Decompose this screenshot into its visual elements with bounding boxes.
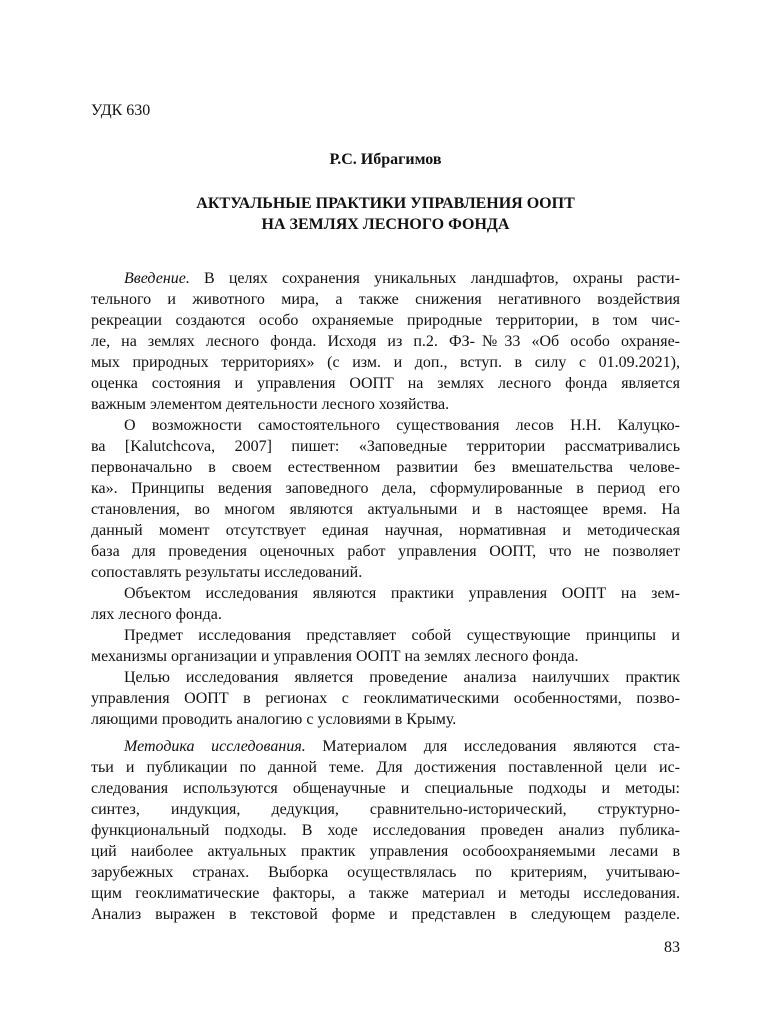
paragraph-line: Объектом исследования являются практики управления ООПТ на зем- <box>124 585 680 602</box>
section-introduction <box>91 268 680 730</box>
paragraph-line: лях лесного фонда. <box>91 606 222 623</box>
section-lead: Методика исследования. <box>124 738 306 755</box>
paragraph-line: ва [Kalutchcova, 2007] пишет: «Заповедные территории рассматривались <box>91 438 680 455</box>
paragraph-line: тьи и публикации по данной теме. Для достижения поставленной цели ис- <box>91 759 680 776</box>
line-text: Материалом для исследования являются ста- <box>305 738 681 755</box>
udk-code: УДК 630 <box>91 102 151 119</box>
paragraph-line <box>91 736 680 757</box>
paragraph-line: Анализ выражен в текстовой форме и представлен в следующем разделе. <box>91 906 680 923</box>
paragraph-line: зарубежных странах. Выборка осуществлялась по критериям, учитываю- <box>91 864 680 881</box>
paragraph-line: следования используются общенаучные и специальные подходы и методы: <box>91 780 680 797</box>
title-line: НА ЗЕМЛЯХ ЛЕСНОГО ФОНДА <box>261 216 510 233</box>
paragraph-line: тельного и животного мира, а также снижения негативного воздействия <box>91 291 680 308</box>
author-name: Р.С. Ибрагимов <box>329 151 442 168</box>
paragraph-line: ций наиболее актуальных практик управления особоохраняемыми лесами в <box>91 843 680 860</box>
paragraph-line: база для проведения оценочных работ управления ООПТ, что не позволяет <box>91 543 680 560</box>
paragraph-line: Предмет исследования представляет собой существующие принципы и <box>124 627 680 644</box>
paragraph-line: синтез, индукция, дедукция, сравнительно-исторический, структурно- <box>91 801 680 818</box>
paragraph-line: мых природных территориях» (с изм. и доп., вступ. в силу с 01.09.2021), <box>91 354 680 371</box>
paper-page <box>91 0 680 1024</box>
paragraph-line: ляющими проводить аналогию с условиями в Крыму. <box>91 711 457 728</box>
paragraph-line: первоначально в своем естественном развитии без вмешательства челове- <box>91 459 680 476</box>
article-title <box>91 194 680 236</box>
paragraph-line: рекреации создаются особо охраняемые природные территории, в том чис- <box>91 312 680 329</box>
title-line: АКТУАЛЬНЫЕ ПРАКТИКИ УПРАВЛЕНИЯ ООПТ <box>196 195 575 212</box>
paragraph-line: управления ООПТ в регионах с геоклиматическими особенностями, позво- <box>91 690 680 707</box>
paragraph-line: становления, во многом являются актуальными и в настоящее время. На <box>91 501 680 518</box>
paragraph-line: сопоставлять результаты исследований. <box>91 564 363 581</box>
paragraph-line: механизмы организации и управления ООПТ на землях лесного фонда. <box>91 648 579 665</box>
paragraph-line: оценка состояния и управления ООПТ на землях лесного фонда является <box>91 375 680 392</box>
line-text: В целях сохранения уникальных ландшафтов, охраны расти- <box>189 270 680 287</box>
paragraph-line: функциональный подходы. В ходе исследования проведен анализ публика- <box>91 822 680 839</box>
section-lead: Введение. <box>124 270 190 287</box>
section-methodology <box>91 736 680 925</box>
paragraph-line: щим геоклиматические факторы, а также материал и методы исследования. <box>91 885 680 902</box>
paragraph-line: важным элементом деятельности лесного хозяйства. <box>91 396 450 413</box>
paragraph-line: данный момент отсутствует единая научная, нормативная и методическая <box>91 522 680 539</box>
paragraph-line <box>91 268 680 289</box>
paragraph-line: Целью исследования является проведение анализа наилучших практик <box>124 669 680 686</box>
paragraph-line: О возможности самостоятельного существования лесов Н.Н. Калуцко- <box>124 417 680 434</box>
paragraph-line: ле, на землях лесного фонда. Исходя из п.2. ФЗ-№33 «Об особо охраняе- <box>91 333 680 350</box>
paragraph-line: ка». Принципы ведения заповедного дела, сформулированные в период его <box>91 480 680 497</box>
page-number: 83 <box>664 939 680 956</box>
